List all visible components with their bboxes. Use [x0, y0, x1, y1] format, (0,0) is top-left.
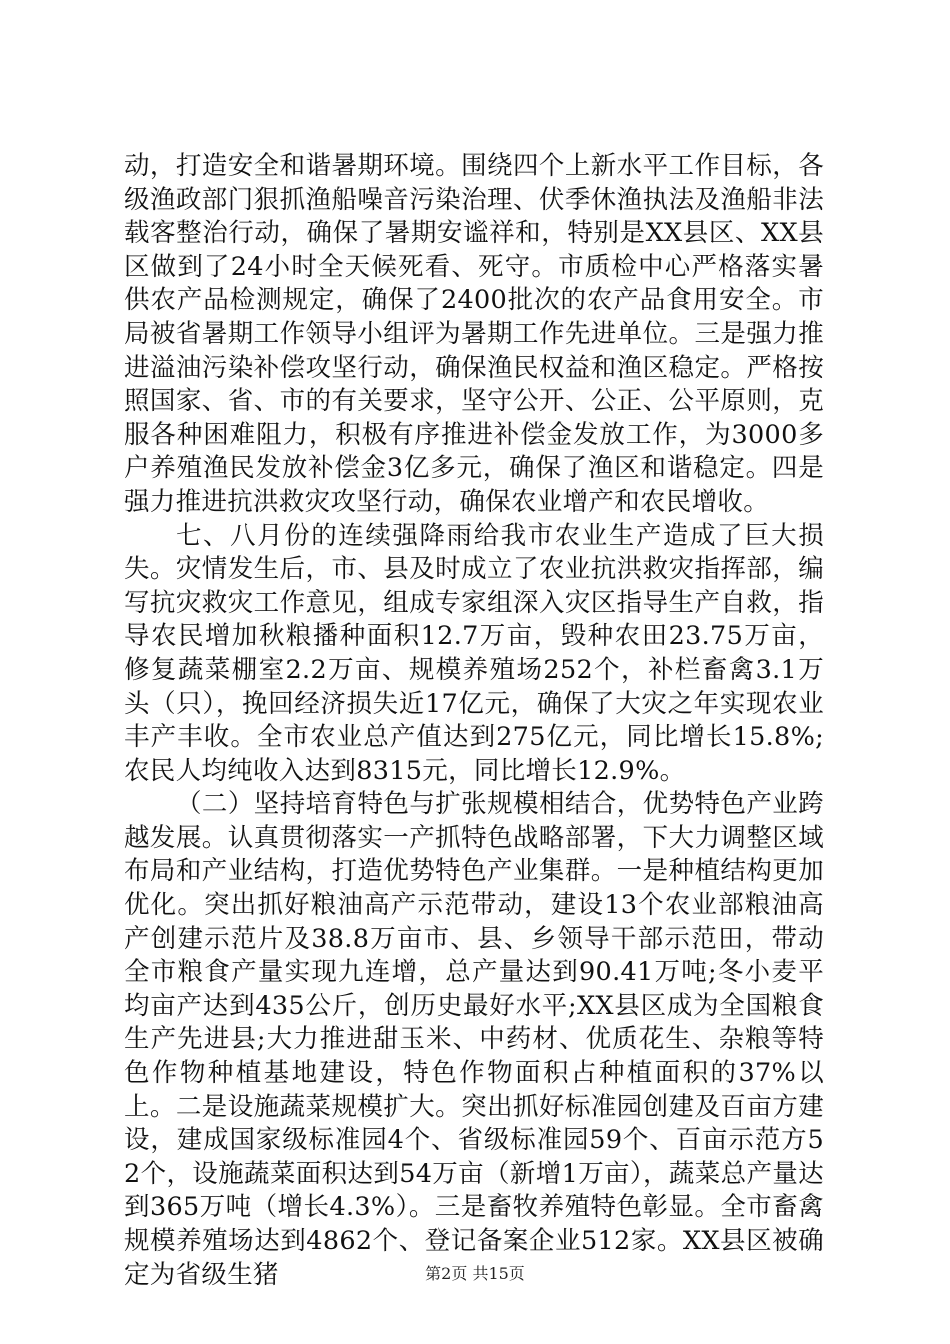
body-text: [124, 150, 824, 1292]
paragraph-1: 动，打造安全和谐暑期环境。围绕四个上新水平工作目标，各级渔政部门狠抓渔船噪音污染治理、伏季休渔执法及渔船非法载客整治行动，确保了暑期安谧祥和，特别是XX县区、XX县区做到了24小时全天候死看、死守。市质检中心严格落实暑供农产品检测规定，确保了2400批次的农产品食用安全。市局被省暑期工作领导小组评为暑期工作先进单位。三是强力推进溢油污染补偿攻坚行动，确保渔民权益和渔区稳定。严格按照国家、省、市的有关要求，坚守公开、公正、公平原则，克服各种困难阻力，积极有序推进补偿金发放工作，为3000多户养殖渔民发放补偿金3亿多元，确保了渔区和谐稳定。四是强力推进抗洪救灾攻坚行动，确保农业增产和农民增收。: [124, 151, 824, 517]
paragraph-3: （二）坚持培育特色与扩张规模相结合，优势特色产业跨越发展。认真贯彻落实一产抓特色战略部署，下大力调整区域布局和产业结构，打造优势特色产业集群。一是种植结构更加优化。突出抓好粮油高产示范带动，建设13个农业部粮油高产创建示范片及38.8万亩市、县、乡领导干部示范田，带动全市粮食产量实现九连增，总产量达到90.41万吨;冬小麦平均亩产达到435公斤，创历史最好水平;XX县区成为全国粮食生产先进县;大力推进甜玉米、中药材、优质花生、杂粮等特色作物种植基地建设，特色作物面积占种植面积的37%以上。二是设施蔬菜规模扩大。突出抓好标准园创建及百亩方建设，建成国家级标准园4个、省级标准园59个、百亩示范方52个，设施蔬菜面积达到54万亩（新增1万亩），蔬菜总产量达到365万吨（增长4.3%）。三是畜牧养殖特色彰显。全市畜禽规模养殖场达到4862个、登记备案企业512家。XX县区被确定为省级生猪: [124, 789, 824, 1290]
paragraph-2: 七、八月份的连续强降雨给我市农业生产造成了巨大损失。灾情发生后，市、县及时成立了农业抗洪救灾指挥部，编写抗灾救灾工作意见，组成专家组深入灾区指导生产自救，指导农民增加秋粮播种面积12.7万亩，毁种农田23.75万亩，修复蔬菜棚室2.2万亩、规模养殖场252个，补栏畜禽3.1万头（只），挽回经济损失近17亿元，确保了大灾之年实现农业丰产丰收。全市农业总产值达到275亿元，同比增长15.8%;农民人均纯收入达到8315元，同比增长12.9%。: [124, 520, 824, 786]
page-number-footer: 第2页 共15页: [425, 1264, 525, 1283]
